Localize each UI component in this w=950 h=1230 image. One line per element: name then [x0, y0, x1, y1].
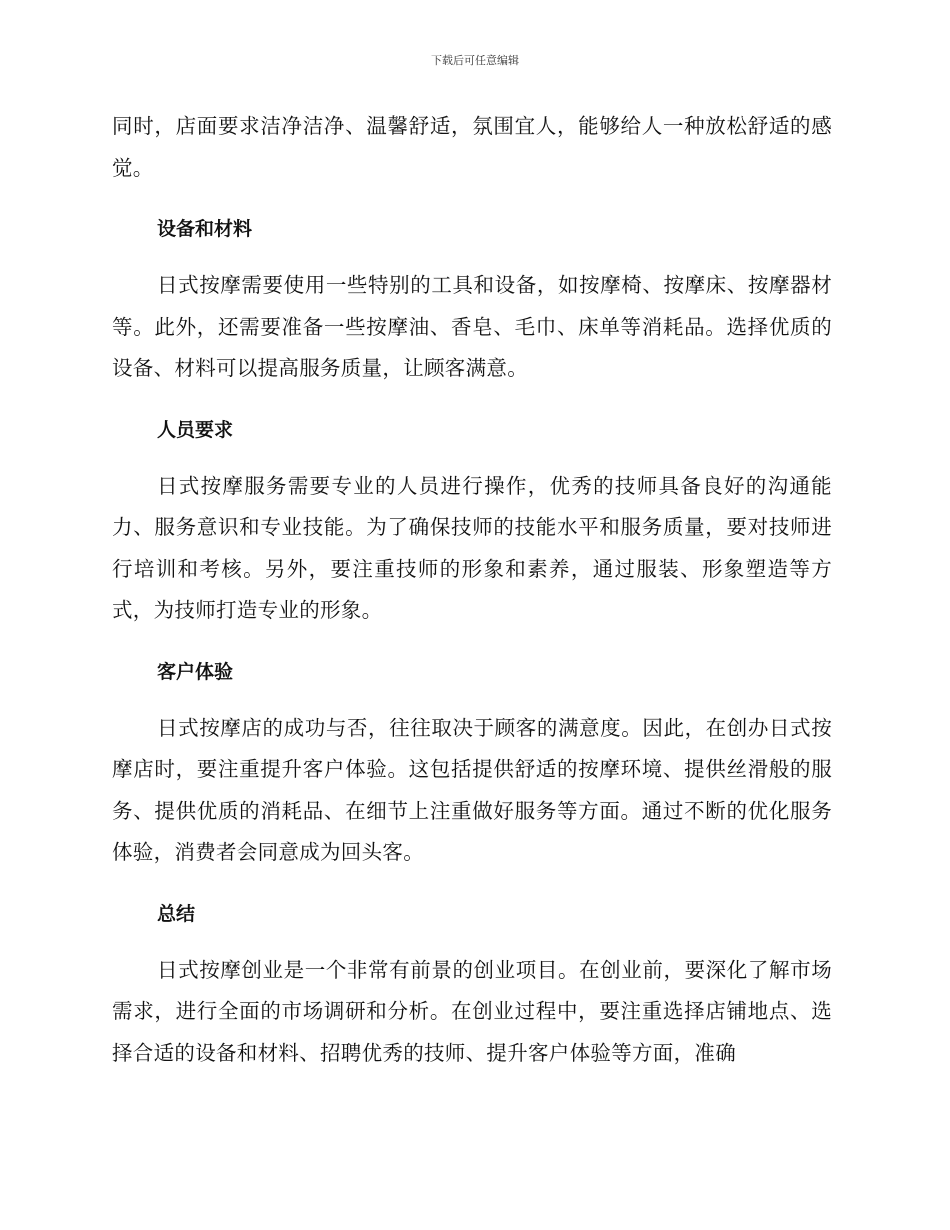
- section-heading-customer-experience: 客户体验: [157, 660, 234, 683]
- section-body-summary: 日式按摩创业是一个非常有前景的创业项目。在创业前，要深化了解市场需求，进行全面的市场调研和分析。在创业过程中，要注重选择店铺地点、选择合适的设备和材料、招聘优秀的技师、提升客户体验等方面，准确: [112, 957, 832, 1065]
- document-body: [112, 106, 832, 1074]
- intro-paragraph: 同时，店面要求洁净洁净、温馨舒适，氛围宜人，能够给人一种放松舒适的感觉。: [112, 114, 832, 180]
- section-body-customer-experience: 日式按摩店的成功与否，往往取决于顾客的满意度。因此，在创办日式按摩店时，要注重提升客户体验。这包括提供舒适的按摩环境、提供丝滑般的服务、提供优质的消耗品、在细节上注重做好服务等方面。通过不断的优化服务体验，消费者会同意成为回头客。: [112, 715, 832, 864]
- section-heading-staff: 人员要求: [157, 418, 234, 441]
- section-heading-summary: 总结: [157, 902, 196, 925]
- section-heading-equipment: 设备和材料: [157, 218, 253, 240]
- section-body-staff: 日式按摩服务需要专业的人员进行操作，优秀的技师具备良好的沟通能力、服务意识和专业技能。为了确保技师的技能水平和服务质量，要对技师进行培训和考核。另外，要注重技师的形象和素养，通过服装、形象塑造等方式，为技师打造专业的形象。: [112, 473, 832, 622]
- section-body-equipment: 日式按摩需要使用一些特别的工具和设备，如按摩椅、按摩床、按摩器材等。此外，还需要准备一些按摩油、香皂、毛巾、床单等消耗品。选择优质的设备、材料可以提高服务质量，让顾客满意。: [112, 273, 832, 380]
- page-header-note: 下载后可任意编辑: [431, 54, 519, 67]
